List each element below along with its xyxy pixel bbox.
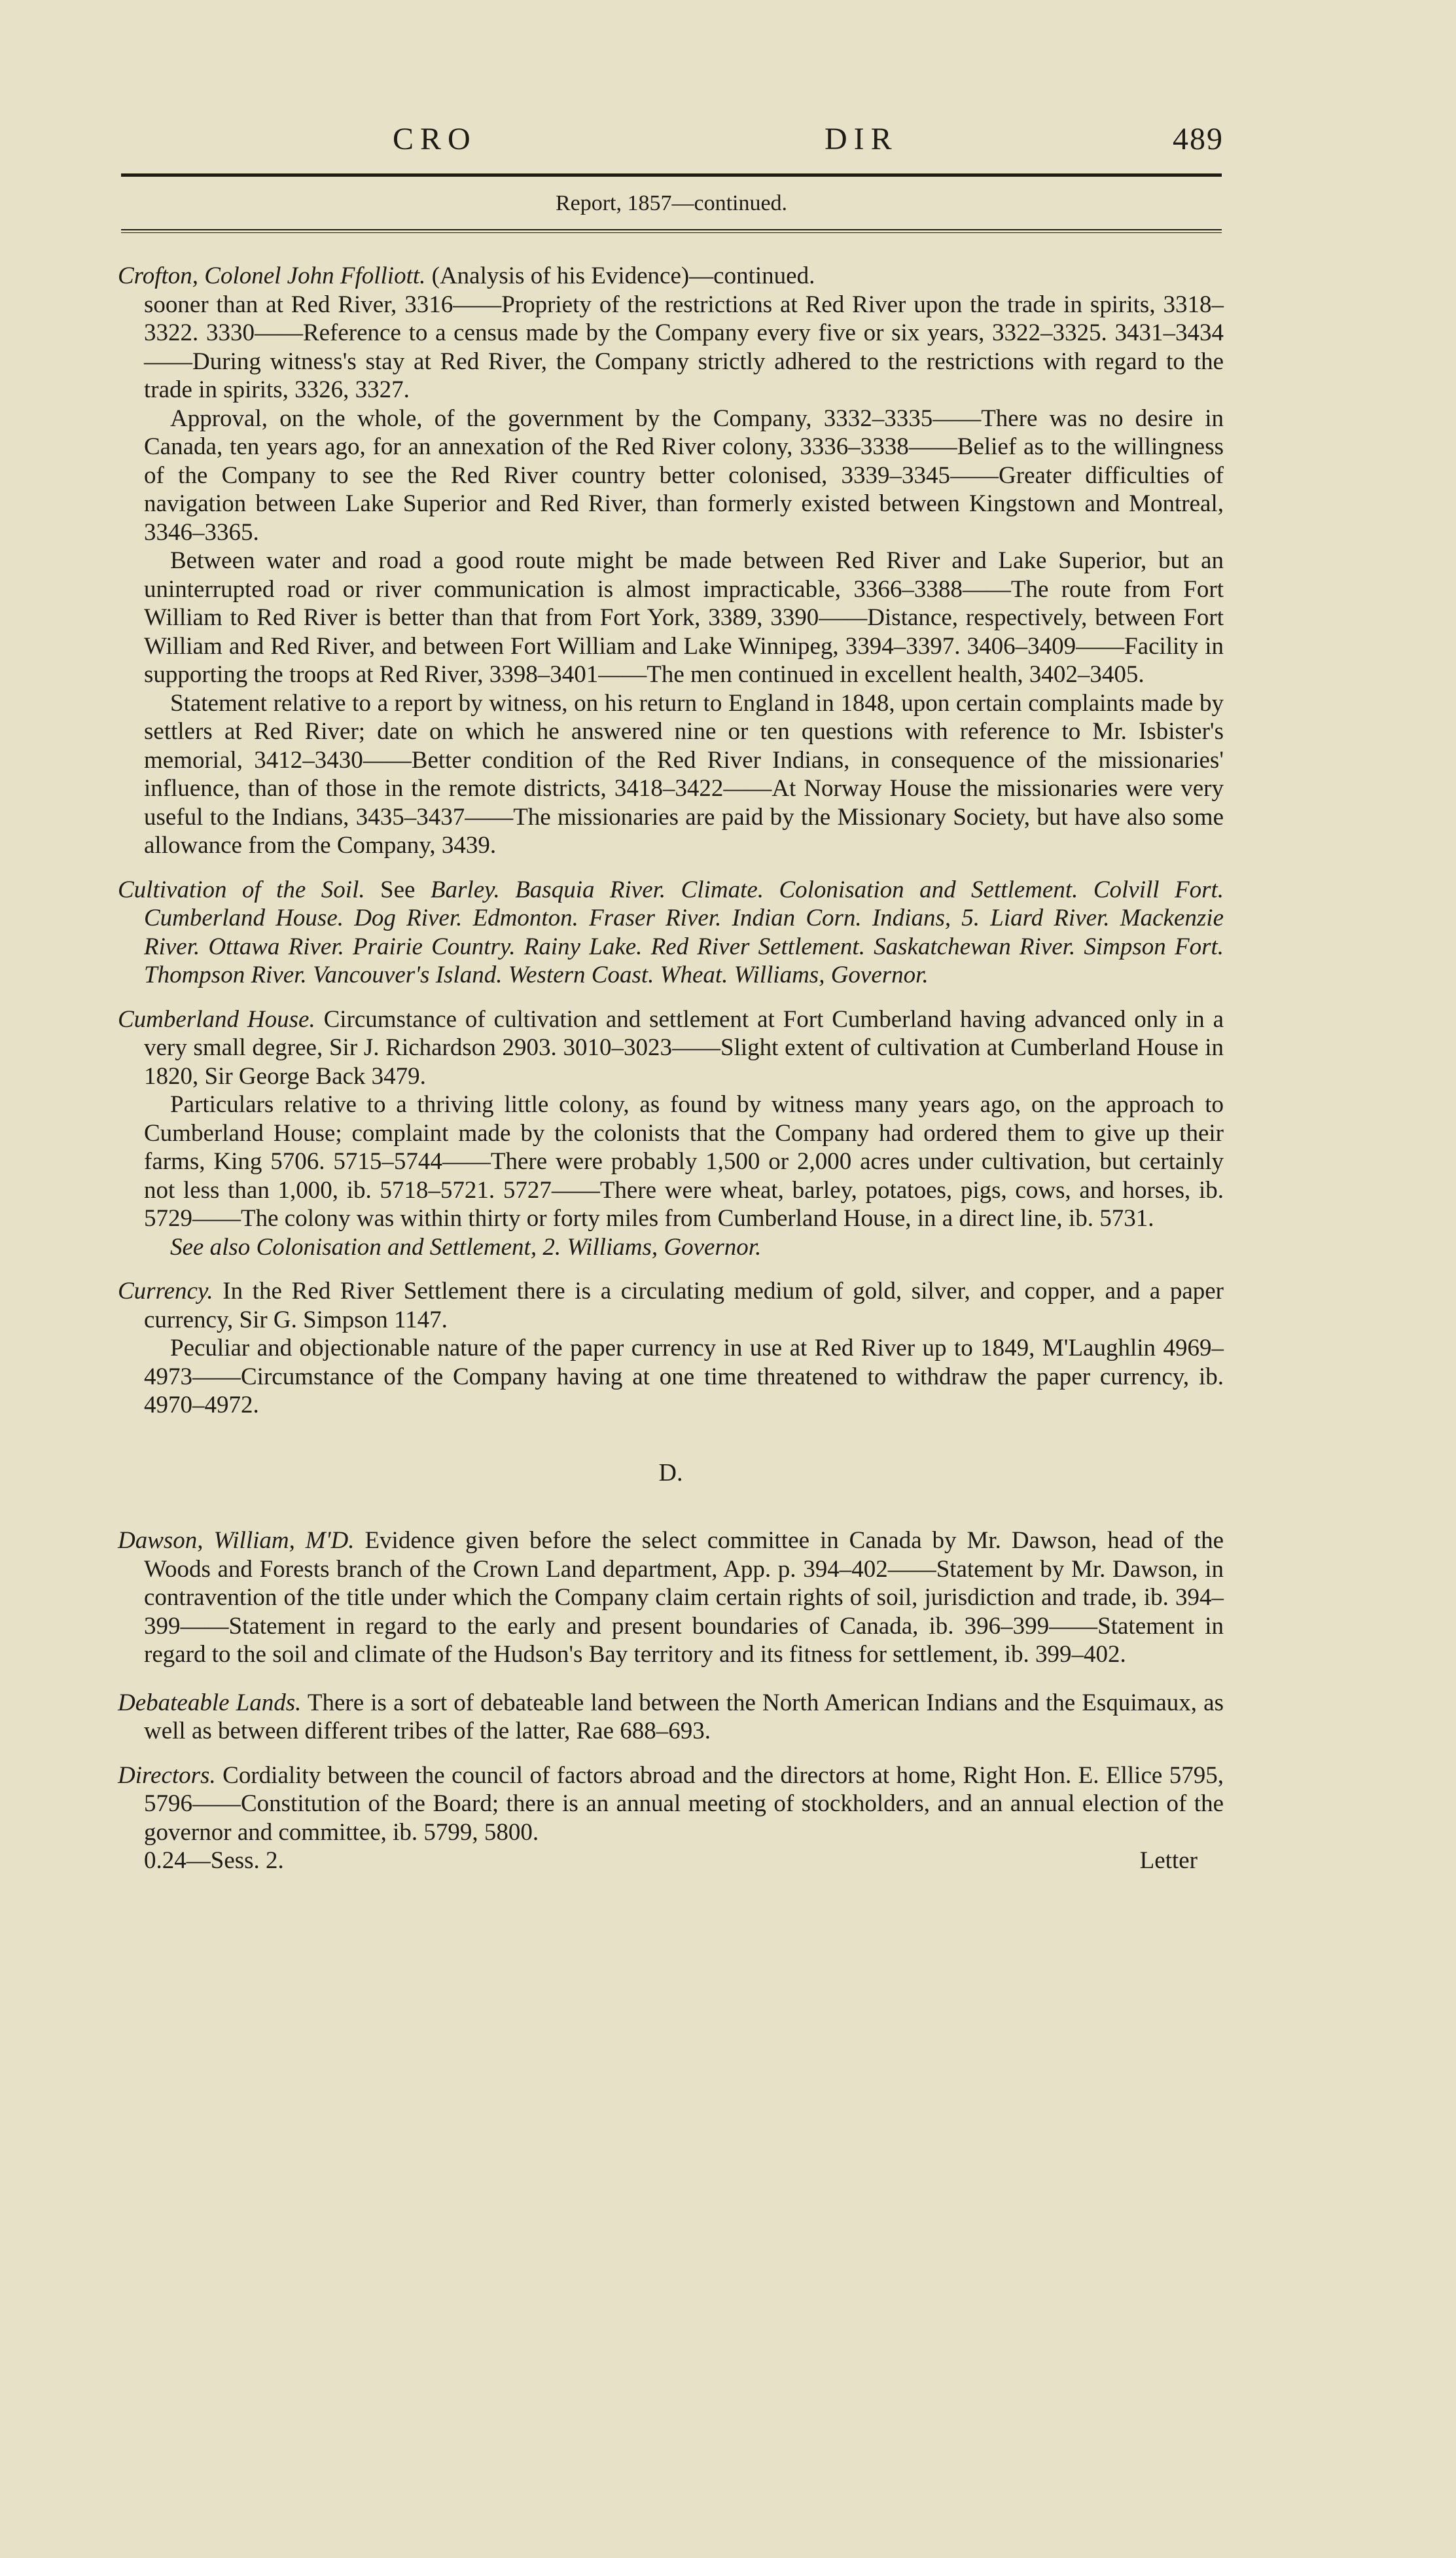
- entry-crofton: [118, 262, 1224, 860]
- cross-references: Barley. Basquia River. Climate. Colonisation and Settlement. Colvill Fort. Cumberland House. Dog River. Edmonton. Fraser River. Indian Corn. Indians, 5. Liard River. Mackenzie River. Ottawa River. Prairie Country. Rainy Lake. Red River Settlement. Saskatchewan River. Simpson Fort. Thompson River. Vancouver's Island. Western Coast. Wheat. Williams, Governor.: [144, 876, 1224, 988]
- entry-heading: Currency.: [118, 1278, 213, 1305]
- page-footer: [118, 1846, 1224, 1876]
- entry-paragraph: Particulars relative to a thriving little colony, as found by witness many years ago, on the approach to Cumberland House; complaint made by the colonists that the Company had ordered them to give up their farms, King 5706. 5715–5744——There were probably 1,500 or 2,000 acres under cultivation, but certainly not less than 1,000, ib. 5718–5721. 5727——There were wheat, barley, potatoes, pigs, cows, and horses, ib. 5729——The colony was within thirty or forty miles from Cumberland House, in a direct line, ib. 5731.: [144, 1091, 1224, 1232]
- entry-currency: [118, 1277, 1224, 1420]
- entry-debateable-lands: [118, 1689, 1224, 1746]
- entry-paragraph: In the Red River Settlement there is a circulating medium of gold, silver, and copper, and a paper currency, Sir G. Simpson 1147.: [144, 1278, 1224, 1333]
- entry-paragraph: Evidence given before the select committee in Canada by Mr. Dawson, head of the Woods and Forests branch of the Crown Land department, App. p. 394–402——Statement by Mr. Dawson, in contravention of the title under which the Company claim certain rights of soil, jurisdiction and trade, ib. 394–399——Statement in regard to the early and present boundaries of Canada, ib. 396–399——Statement in regard to the soil and climate of the Hudson's Bay territory and its fitness for settlement, ib. 399–402.: [144, 1527, 1224, 1668]
- footer-signature: 0.24—Sess. 2.: [144, 1847, 284, 1874]
- entry-paragraph: Circumstance of cultivation and settlement at Fort Cumberland having advanced only in a very small degree, Sir J. Richardson 2903. 3010–3023——Slight extent of cultivation at Cumberland House in 1820, Sir George Back 3479.: [144, 1005, 1224, 1090]
- entry-heading: Cumberland House.: [118, 1005, 315, 1033]
- see-also: See also Colonisation and Settlement, 2. Williams, Governor.: [170, 1233, 762, 1261]
- catchword: Letter: [1139, 1847, 1198, 1874]
- entry-paragraph: Peculiar and objectionable nature of the paper currency in use at Red River up to 1849, M'Laughlin 4969–4973——Circumstance of the Company having at one time threatened to withdraw the paper currency, ib. 4970–4972.: [144, 1335, 1224, 1418]
- entry-paragraph: Statement relative to a report by witness, on his return to England in 1848, upon certain complaints made by settlers at Red River; date on which he answered nine or ten questions with reference to Mr. Isbister's memorial, 3412–3430——Better condition of the Red River Indians, in consequence of the missionaries' influence, than of those in the remote districts, 3418–3422——At Norway House the missionaries were very useful to the Indians, 3435–3437——The missionaries are paid by the Missionary Society, but have also some allowance from the Company, 3439.: [144, 689, 1224, 859]
- report-subtitle: Report, 1857—continued.: [555, 191, 788, 215]
- entry-paragraph: There is a sort of debateable land between the North American Indians and the Esquimaux, as well as between different tribes of the latter, Rae 688–693.: [144, 1689, 1224, 1744]
- running-head: [118, 121, 1224, 160]
- index-body: [118, 262, 1224, 1876]
- entry-paragraph: Cordiality between the council of factors abroad and the directors at home, Right Hon. E. Ellice 5795, 5796——Constitution of the Board; there is an annual meeting of stockholders, and an annual election of the governor and committee, ib. 5799, 5800.: [144, 1761, 1224, 1846]
- entry-directors: [118, 1761, 1224, 1847]
- entry-dawson: [118, 1526, 1224, 1669]
- section-letter: D.: [658, 1458, 683, 1486]
- entry-paragraph: Between water and road a good route might be made between Red River and Lake Superior, but an uninterrupted road or river communication is almost impracticable, 3366–3388——The route from Fort William to Red River is better than that from Fort York, 3389, 3390——Distance, respectively, between Fort William and Red River, and between Fort William and Lake Winnipeg, 3394–3397. 3406–3409——Facility in supporting the troops at Red River, 3398–3401——The men continued in excellent health, 3402–3405.: [144, 547, 1224, 688]
- entry-heading: Debateable Lands.: [118, 1689, 302, 1716]
- page-number: 489: [1173, 122, 1224, 156]
- running-head-left: CRO: [393, 122, 477, 156]
- see-label: See: [380, 876, 416, 903]
- running-head-middle: DIR: [825, 122, 898, 156]
- entry-heading: Directors.: [118, 1761, 216, 1789]
- entry-heading: Crofton, Colonel John Ffolliott.: [118, 262, 426, 289]
- entry-paragraph: Approval, on the whole, of the government by the Company, 3332–3335——There was no desire in Canada, ten years ago, for an annexation of the Red River colony, 3336–3338——Belief as to the willingness of the Company to see the Red River country better colonised, 3339–3345——Greater difficulties of navigation between Lake Superior and Red River, than formerly existed between Kingstown and Montreal, 3346–3365.: [144, 405, 1224, 546]
- entry-cultivation: [118, 876, 1224, 990]
- subtitle-rule: [121, 229, 1222, 233]
- entry-cumberland-house: [118, 1005, 1224, 1262]
- header-rule: [121, 173, 1222, 177]
- entry-paragraph: sooner than at Red River, 3316——Propriety of the restrictions at Red River upon the trade in spirits, 3318–3322. 3330——Reference to a census made by the Company every five or six years, 3322–3325. 3431–3434——During witness's stay at Red River, the Company strictly adhered to the restrictions with regard to the trade in spirits, 3326, 3327.: [144, 291, 1224, 403]
- entry-heading: Cultivation of the Soil.: [118, 876, 365, 903]
- entry-heading: Dawson, William, M'D.: [118, 1527, 355, 1554]
- entry-heading-tail: (Analysis of his Evidence)—continued.: [431, 262, 815, 289]
